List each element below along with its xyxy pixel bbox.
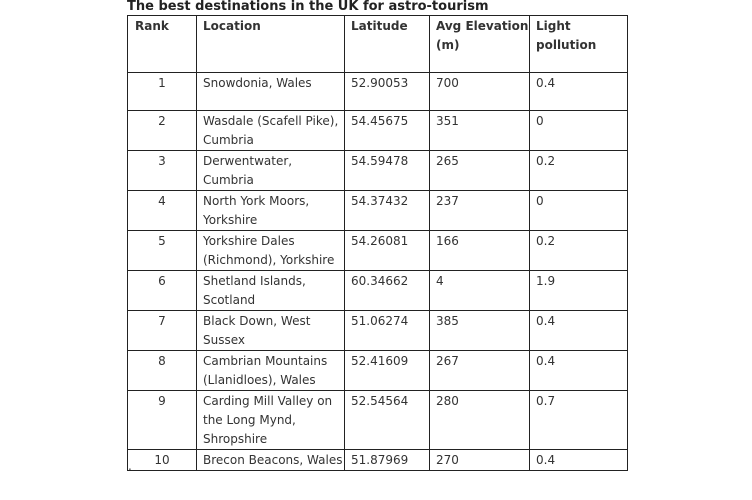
cell-rank: 2	[128, 111, 197, 151]
cell-light-pollution: 0.2	[530, 151, 628, 191]
cell-light-pollution: 1.9	[530, 271, 628, 311]
cell-rank: 7	[128, 311, 197, 351]
cell-latitude: 54.37432	[345, 191, 430, 231]
cell-rank: 3	[128, 151, 197, 191]
cell-elevation: 351	[430, 111, 530, 151]
stray-mark: .	[128, 459, 132, 473]
cell-latitude: 54.45675	[345, 111, 430, 151]
cell-location: Snowdonia, Wales	[197, 73, 345, 111]
cell-light-pollution: 0.4	[530, 450, 628, 471]
cell-latitude: 51.87969	[345, 450, 430, 471]
cell-elevation: 4	[430, 271, 530, 311]
table-row	[128, 231, 628, 271]
header-avg-elevation: Avg Elevation (m)	[430, 16, 530, 73]
header-latitude: Latitude	[345, 16, 430, 73]
cell-location: Cambrian Mountains (Llanidloes), Wales	[197, 351, 345, 391]
cell-latitude: 54.26081	[345, 231, 430, 271]
cell-latitude: 52.90053	[345, 73, 430, 111]
cell-location: North York Moors, Yorkshire	[197, 191, 345, 231]
cell-elevation: 237	[430, 191, 530, 231]
table-title: The best destinations in the UK for astro-tourism	[127, 0, 489, 14]
table-row	[128, 391, 628, 450]
cell-location: Carding Mill Valley on the Long Mynd, Shropshire	[197, 391, 345, 450]
header-location: Location	[197, 16, 345, 73]
table-row	[128, 271, 628, 311]
cell-elevation: 270	[430, 450, 530, 471]
cell-latitude: 51.06274	[345, 311, 430, 351]
cell-elevation: 166	[430, 231, 530, 271]
cell-rank: 8	[128, 351, 197, 391]
table-header-row	[128, 16, 628, 73]
cell-latitude: 54.59478	[345, 151, 430, 191]
cell-rank: 6	[128, 271, 197, 311]
table-row	[128, 450, 628, 471]
cell-latitude: 52.41609	[345, 351, 430, 391]
cell-location: Brecon Beacons, Wales	[197, 450, 345, 471]
table-row	[128, 73, 628, 111]
cell-light-pollution: 0.4	[530, 311, 628, 351]
cell-rank: 10	[128, 450, 197, 471]
table-row	[128, 111, 628, 151]
astro-tourism-table	[127, 15, 628, 471]
cell-light-pollution: 0.2	[530, 231, 628, 271]
cell-elevation: 280	[430, 391, 530, 450]
cell-rank: 4	[128, 191, 197, 231]
table-row	[128, 311, 628, 351]
cell-light-pollution: 0.4	[530, 351, 628, 391]
cell-location: Derwentwater, Cumbria	[197, 151, 345, 191]
cell-elevation: 700	[430, 73, 530, 111]
cell-elevation: 267	[430, 351, 530, 391]
cell-elevation: 385	[430, 311, 530, 351]
cell-rank: 1	[128, 73, 197, 111]
cell-latitude: 60.34662	[345, 271, 430, 311]
cell-light-pollution: 0	[530, 111, 628, 151]
table-row	[128, 351, 628, 391]
cell-location: Wasdale (Scafell Pike), Cumbria	[197, 111, 345, 151]
cell-location: Yorkshire Dales (Richmond), Yorkshire	[197, 231, 345, 271]
header-rank: Rank	[128, 16, 197, 73]
cell-light-pollution: 0	[530, 191, 628, 231]
cell-light-pollution: 0.7	[530, 391, 628, 450]
cell-location: Black Down, West Sussex	[197, 311, 345, 351]
cell-latitude: 52.54564	[345, 391, 430, 450]
cell-elevation: 265	[430, 151, 530, 191]
header-light-pollution: Light pollution	[530, 16, 628, 73]
cell-light-pollution: 0.4	[530, 73, 628, 111]
cell-location: Shetland Islands, Scotland	[197, 271, 345, 311]
table-row	[128, 151, 628, 191]
table-row	[128, 191, 628, 231]
cell-rank: 9	[128, 391, 197, 450]
cell-rank: 5	[128, 231, 197, 271]
